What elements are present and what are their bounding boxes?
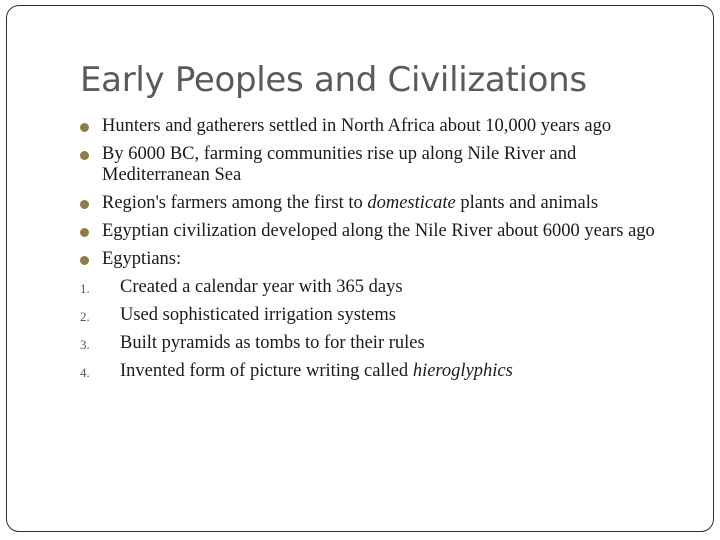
bullet-icon: [80, 200, 89, 209]
bullet-item-domesticate: [80, 193, 680, 214]
bullet-icon: [80, 123, 89, 132]
list-number: 4.: [80, 364, 90, 380]
numbered-item-calendar: [80, 277, 680, 298]
bullet-item-egyptians: [80, 249, 680, 270]
numbered-item-pyramids: [80, 333, 680, 354]
bullet-item-hunters: [80, 116, 680, 137]
numbered-text: Created a calendar year with 365 days: [120, 276, 403, 297]
numbered-item-hieroglyphics: [80, 361, 680, 382]
list-number: 3.: [80, 336, 90, 352]
bullet-text-before: Region's farmers among the first to: [102, 192, 368, 213]
bullet-icon: [80, 256, 89, 265]
list-number: 1.: [80, 280, 90, 296]
bullet-item-farming: [80, 144, 680, 185]
bullet-icon: [80, 228, 89, 237]
bullet-text: Hunters and gatherers settled in North Africa about 10,000 years ago: [102, 116, 612, 136]
numbered-text-before: Invented form of picture writing called: [120, 360, 413, 381]
list-number: 2.: [80, 308, 90, 324]
bullet-text: Egyptians:: [102, 248, 182, 269]
bullet-item-egyptian-civilization: [80, 221, 680, 242]
slide-title: Early Peoples and Civilizations: [80, 60, 587, 100]
bullet-text-italic: domesticate: [367, 192, 456, 213]
bullet-text-after: plants and animals: [455, 192, 599, 213]
slide-content: [80, 116, 680, 389]
numbered-text-italic: hieroglyphics: [412, 360, 513, 381]
numbered-text: Built pyramids as tombs to for their rules: [120, 332, 425, 353]
numbered-text: Used sophisticated irrigation systems: [120, 304, 396, 325]
bullet-text: By 6000 BC, farming communities rise up along Nile River and Mediterranean Sea: [102, 144, 577, 185]
bullet-text: Egyptian civilization developed along the Nile River about 6000 years ago: [102, 220, 655, 241]
bullet-icon: [80, 151, 89, 160]
numbered-item-irrigation: [80, 305, 680, 326]
